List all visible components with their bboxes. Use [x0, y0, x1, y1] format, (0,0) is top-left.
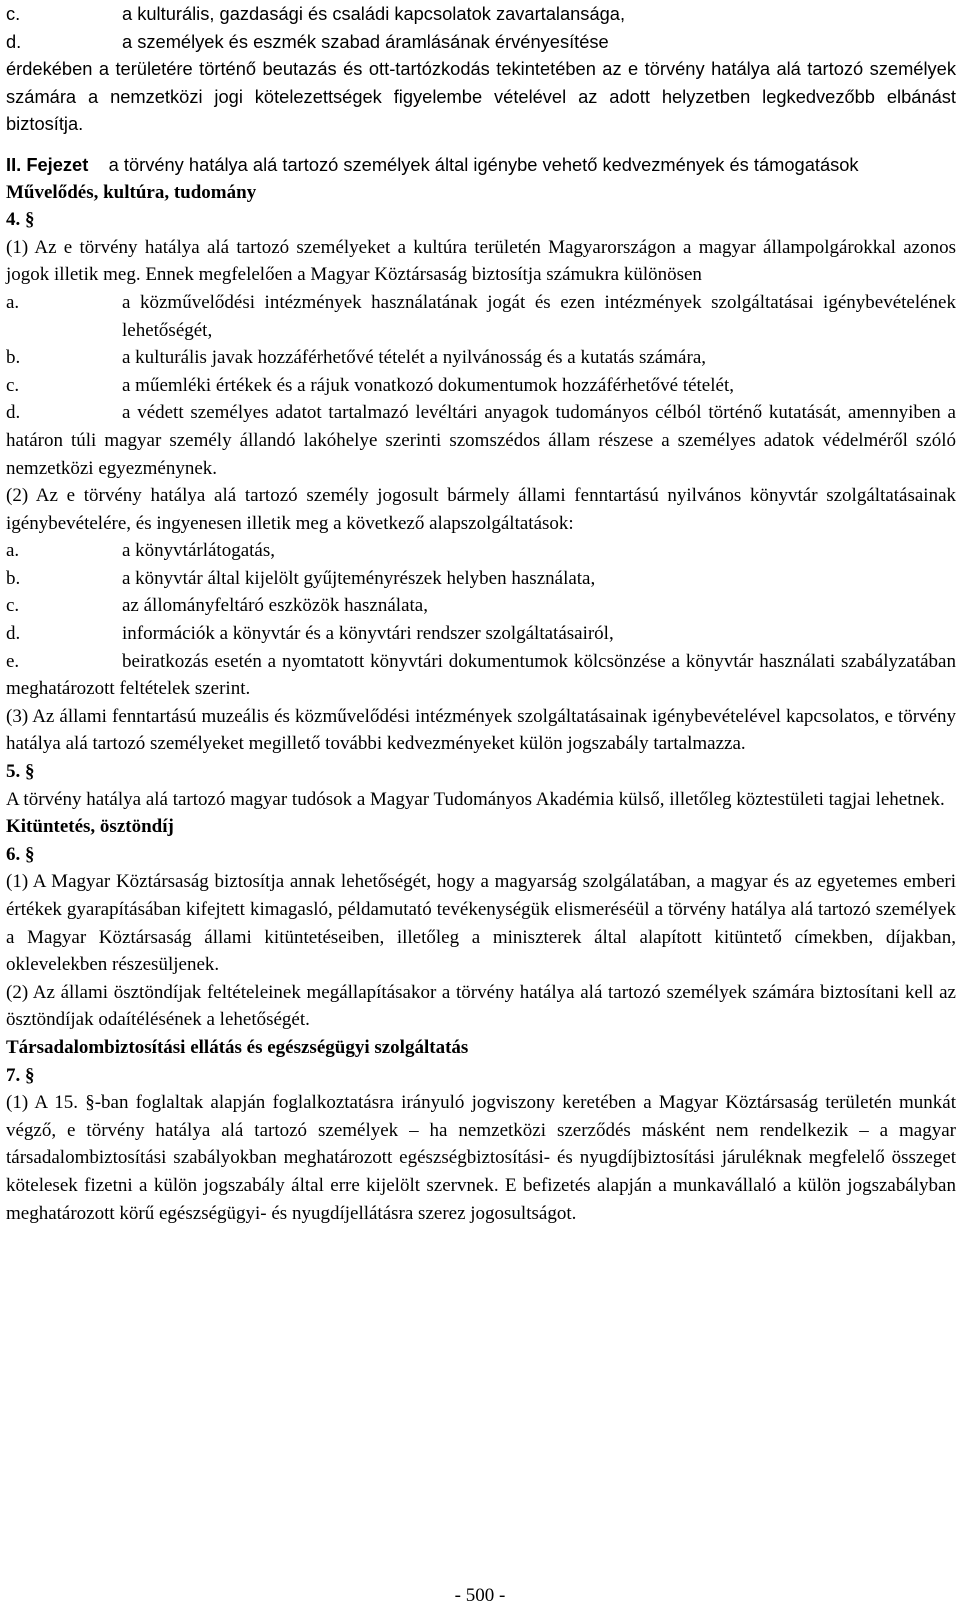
item-label: e.	[6, 650, 20, 672]
list-item	[6, 537, 956, 565]
item-text: a személyek és eszmék szabad áramlásának érvényesítése	[122, 30, 609, 52]
item-d-continuation: érdekében a területére történő beutazás és ott-tartózkodás tekintetében az e törvény hatálya alá tartozó személyek számára a nemzetközi jogi kötelezettségek figyelembe vételével az adott helyzetben legkedvezőbb elbánást biztosítja.	[6, 58, 956, 135]
chapter-title: a törvény hatálya alá tartozó személyek által igénybe vehető kedvezmények és támogatások	[108, 153, 859, 175]
item-text: a könyvtárlátogatás,	[122, 540, 276, 562]
item-text: az állományfeltáró eszközök használata,	[122, 595, 428, 617]
list-item-d-wrapped	[6, 399, 956, 482]
item-label: c.	[6, 3, 21, 24]
item-text: a műemléki értékek és a rájuk vonatkozó dokumentumok hozzáférhetővé tételét,	[122, 374, 734, 396]
list-item	[6, 565, 956, 593]
page-number: - 500 -	[454, 1585, 506, 1606]
section-heading-awards: Kitüntetés, ösztöndíj	[6, 816, 174, 838]
item-text: a kulturális javak hozzáférhetővé tételét a nyilvánosság és a kutatás számára,	[122, 347, 706, 369]
section-heading-culture: Művelődés, kultúra, tudomány	[6, 181, 257, 203]
section-number-5: 5. §	[6, 761, 35, 783]
list-item-c	[6, 0, 956, 28]
list-item-d	[6, 28, 956, 56]
document-page	[6, 0, 956, 1227]
list-item	[6, 372, 956, 400]
paragraph-4-2: (2) Az e törvény hatálya alá tartozó személy jogosult bármely állami fenntartású nyilvános könyvtár szolgáltatásainak igénybevételére, és ingyenesen illetik meg a következő alapszolgáltatások:	[6, 485, 956, 534]
paragraph-6-2: (2) Az állami ösztöndíjak feltételeinek megállapításakor a törvény hatálya alá tartozó személyek számára biztosítani kell az ösztöndíjak odaítélésének a lehetőségét.	[6, 981, 956, 1031]
section-number-6: 6. §	[6, 843, 35, 865]
paragraph-4-1: (1) Az e törvény hatálya alá tartozó személyeket a kultúra területén Magyarországon a magyar állampolgárokkal azonos jogok illetik meg. Ennek megfelelően a Magyar Köztársaság biztosítja számukra különösen	[6, 236, 956, 286]
item-label: c.	[6, 595, 20, 617]
chapter-number: II. Fejezet	[6, 153, 89, 175]
paragraph-4-3: (3) Az állami fenntartású muzeális és közművelődési intézmények szolgáltatásainak igénybevételével kapcsolatos, e törvény hatálya alá tartozó személyeket megillető további kedvezményeket külön jogszabály tartalmazza.	[6, 705, 956, 755]
item-text: a védett személyes adatot tartalmazó levéltári anyagok tudományos célból történő kutatását, amennyiben a határon túli magyar személy állandó lakóhelye szerinti szomszédos állam részese a személyes adatok védelméről szóló nemzetközi egyezménynek.	[6, 402, 956, 479]
item-text: a kulturális, gazdasági és családi kapcsolatok zavartalansága,	[122, 3, 626, 24]
item-label: c.	[6, 374, 20, 396]
list-item	[6, 289, 956, 344]
item-label: d.	[6, 402, 21, 424]
section-number-4: 4. §	[6, 209, 35, 231]
item-label: b.	[6, 567, 21, 589]
list-item	[6, 344, 956, 372]
section-heading-social: Társadalombiztosítási ellátás és egészségügyi szolgáltatás	[6, 1036, 469, 1058]
paragraph-7-1: (1) A 15. §-ban foglaltak alapján foglalkoztatásra irányuló jogviszony keretében a Magyar Köztársaság területén munkát végző, e törvény hatálya alá tartozó személyek – ha nemzetközi szerződés másként nem rendelkezik – a magyar társadalombiztosítási szabályokban meghatározott egészségbiztosítási- és nyugdíjbiztosítási járuléknak megfelelő összeget kötelesek fizetni a külön jogszabály által erre kijelölt szervnek. E befizetés alapján a munkavállaló a külön jogszabályban meghatározott körű egészségügyi- és nyugdíjellátásra szerez jogosultságot.	[6, 1092, 956, 1224]
section-number-7: 7. §	[6, 1064, 35, 1086]
list-item	[6, 620, 956, 648]
item-text: információk a könyvtár és a könyvtári rendszer szolgáltatásairól,	[122, 623, 614, 645]
paragraph-5: A törvény hatálya alá tartozó magyar tudósok a Magyar Tudományos Akadémia külső, illetőleg köztestületi tagjai lehetnek.	[6, 788, 945, 810]
paragraph-6-1: (1) A Magyar Köztársaság biztosítja annak lehetőségét, hogy a magyarság szolgálatában, a magyar és az egyetemes emberi értékek gyarapításában kifejtett kimagasló, példamutató tevékenységük elismeréséül a törvény hatálya alá tartozó személyek a Magyar Köztársaság állami kitüntetéseiben, illetőleg a miniszterek által alapított kitüntető címekben, díjakban, oklevelekben részesüljenek.	[6, 871, 956, 976]
item-label: a.	[6, 291, 20, 313]
item-text: a közművelődési intézmények használatának jogát és ezen intézmények szolgáltatásai igénybevételének lehetőségét,	[122, 291, 956, 341]
item-label: d.	[6, 623, 21, 645]
item-label: b.	[6, 347, 21, 369]
chapter-heading	[6, 151, 956, 179]
item-text: beiratkozás esetén a nyomtatott könyvtári dokumentumok kölcsönzése a könyvtár használati szabályzatában meghatározott feltételek szerint.	[6, 650, 956, 700]
intro-list	[6, 0, 956, 138]
item-label: a.	[6, 540, 20, 562]
item-text: a könyvtár által kijelölt gyűjteményrészek helyben használata,	[122, 567, 596, 589]
list-item	[6, 592, 956, 620]
list-item-e-wrapped	[6, 648, 956, 703]
item-label: d.	[6, 30, 22, 52]
